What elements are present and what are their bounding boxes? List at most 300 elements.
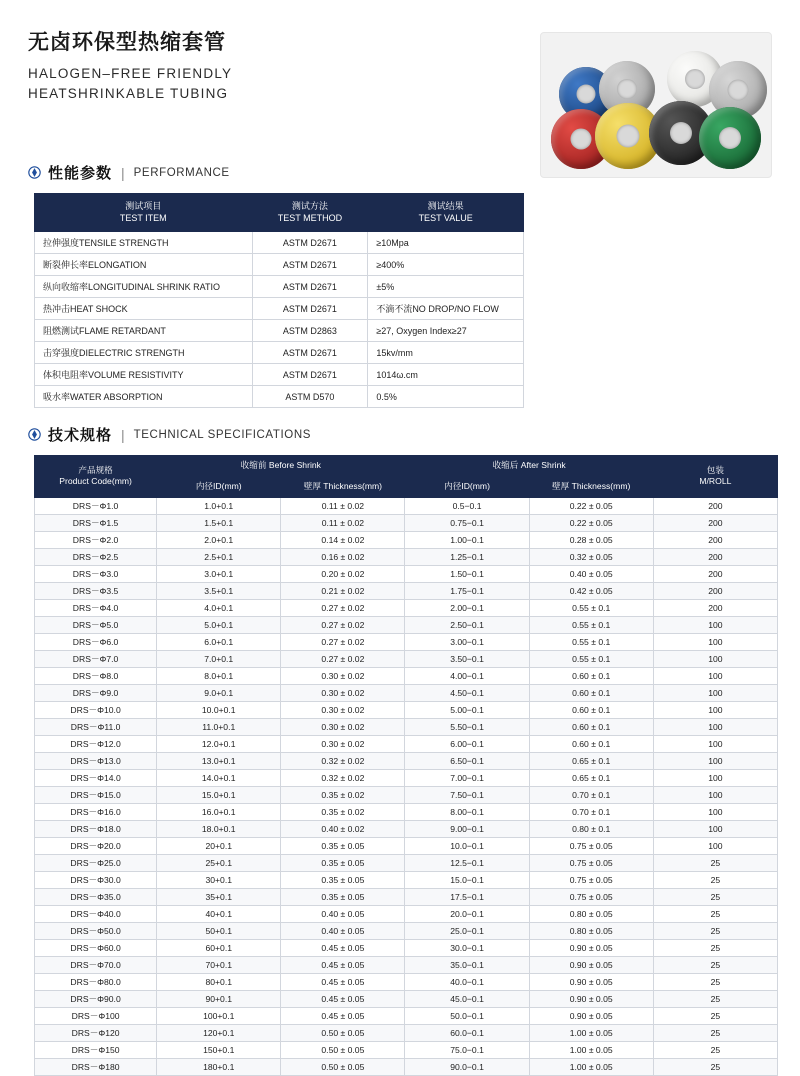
perf-value: 不滴不流NO DROP/NO FLOW [368,298,524,320]
spec-header-cn-pack: 包装 [706,464,724,475]
spec-packing: 100 [653,633,777,650]
spec-packing: 25 [653,973,777,990]
page-title-en-line1: HALOGEN–FREE FRIENDLY [28,66,233,81]
table-row [35,254,524,276]
perf-value: ≥400% [368,254,524,276]
spec-packing: 100 [653,684,777,701]
spec-before-id: 11.0+0.1 [157,718,281,735]
spec-before-thickness: 0.16 ± 0.02 [281,548,405,565]
spec-product-code: DRS－Φ100 [35,1007,157,1024]
spec-after-id: 2.00−0.1 [405,599,529,616]
spec-before-id: 10.0+0.1 [157,701,281,718]
table-row [35,276,524,298]
spec-after-thickness: 0.40 ± 0.05 [529,565,653,582]
spec-before-id: 2.5+0.1 [157,548,281,565]
table-row [35,888,778,905]
table-row [35,633,778,650]
spec-after-id: 30.0−0.1 [405,939,529,956]
spec-before-id: 9.0+0.1 [157,684,281,701]
spec-before-id: 16.0+0.1 [157,803,281,820]
spec-header-cn-before: 收缩前 [240,460,267,471]
spec-after-thickness: 0.80 ± 0.05 [529,905,653,922]
perf-item: 断裂伸长率ELONGATION [35,254,253,276]
performance-header-cn-1: 测试方法 [291,201,328,211]
spec-before-id: 25+0.1 [157,854,281,871]
spec-before-id: 6.0+0.1 [157,633,281,650]
spec-packing: 100 [653,735,777,752]
spec-after-id: 90.0−0.1 [405,1058,529,1075]
performance-header-cn-2: 测试结果 [427,201,464,211]
spec-header-cn-code: 产品规格 [78,464,113,475]
table-row [35,386,524,408]
spec-after-id: 7.00−0.1 [405,769,529,786]
section-title-cn-technical: 技术规格 [48,427,113,445]
spec-after-id: 0.5−0.1 [405,497,529,514]
spec-header-en-code: Product Code(mm) [59,476,132,487]
spec-before-id: 5.0+0.1 [157,616,281,633]
table-row [35,769,778,786]
spec-after-thickness: 0.42 ± 0.05 [529,582,653,599]
performance-header-cn-0: 测试项目 [125,201,162,211]
table-row [35,320,524,342]
spec-subheader-before-id: 内径ID(mm) [157,476,281,497]
spec-before-thickness: 0.50 ± 0.05 [281,1024,405,1041]
spec-product-code: DRS－Φ180 [35,1058,157,1075]
spec-packing: 100 [653,752,777,769]
perf-method: ASTM D2671 [252,342,368,364]
spec-after-id: 4.00−0.1 [405,667,529,684]
spec-before-thickness: 0.40 ± 0.05 [281,922,405,939]
spec-header-en-pack: M/ROLL [699,476,732,487]
spec-before-thickness: 0.30 ± 0.02 [281,735,405,752]
perf-item: 体积电阻率VOLUME RESISTIVITY [35,364,253,386]
spec-packing: 200 [653,582,777,599]
spec-before-thickness: 0.27 ± 0.02 [281,633,405,650]
spec-before-id: 14.0+0.1 [157,769,281,786]
spec-before-thickness: 0.27 ± 0.02 [281,616,405,633]
spec-packing: 200 [653,548,777,565]
spec-after-id: 8.00−0.1 [405,803,529,820]
spec-after-id: 0.75−0.1 [405,514,529,531]
spec-after-id: 3.50−0.1 [405,650,529,667]
spec-before-id: 18.0+0.1 [157,820,281,837]
spec-before-id: 100+0.1 [157,1007,281,1024]
table-row [35,497,778,514]
perf-item: 纵向收缩率LONGITUDINAL SHRINK RATIO [35,276,253,298]
spec-before-thickness: 0.45 ± 0.05 [281,939,405,956]
spec-before-id: 40+0.1 [157,905,281,922]
spec-packing: 25 [653,990,777,1007]
spec-product-code: DRS－Φ10.0 [35,701,157,718]
performance-table [34,193,524,408]
spec-after-thickness: 0.55 ± 0.1 [529,633,653,650]
spec-after-id: 7.50−0.1 [405,786,529,803]
spec-before-id: 8.0+0.1 [157,667,281,684]
spec-after-thickness: 0.22 ± 0.05 [529,514,653,531]
spec-before-thickness: 0.32 ± 0.02 [281,752,405,769]
table-row [35,820,778,837]
spec-after-id: 25.0−0.1 [405,922,529,939]
spec-before-thickness: 0.35 ± 0.02 [281,786,405,803]
spec-product-code: DRS－Φ40.0 [35,905,157,922]
perf-method: ASTM D570 [252,386,368,408]
spec-before-id: 4.0+0.1 [157,599,281,616]
spec-product-code: DRS－Φ2.0 [35,531,157,548]
table-row [35,364,524,386]
perf-method: ASTM D2671 [252,232,368,254]
spec-after-id: 1.75−0.1 [405,582,529,599]
spec-subheader-after-thickness: 壁厚 Thickness(mm) [529,476,653,497]
spec-after-thickness: 0.70 ± 0.1 [529,786,653,803]
spec-after-id: 60.0−0.1 [405,1024,529,1041]
spec-after-id: 75.0−0.1 [405,1041,529,1058]
specification-table [34,455,778,1075]
spec-after-thickness: 0.80 ± 0.1 [529,820,653,837]
spec-header-product-code [35,456,157,497]
spec-packing: 100 [653,820,777,837]
table-row [35,531,778,548]
perf-method: ASTM D2671 [252,298,368,320]
spec-after-id: 20.0−0.1 [405,905,529,922]
spec-packing: 100 [653,650,777,667]
spec-before-thickness: 0.27 ± 0.02 [281,650,405,667]
table-row [35,1024,778,1041]
spec-packing: 25 [653,922,777,939]
spec-packing: 100 [653,701,777,718]
spec-before-thickness: 0.14 ± 0.02 [281,531,405,548]
perf-value: ≥10Mpa [368,232,524,254]
spec-product-code: DRS－Φ2.5 [35,548,157,565]
spec-after-thickness: 0.32 ± 0.05 [529,548,653,565]
product-photo-inner [541,33,771,177]
spec-packing: 25 [653,1024,777,1041]
spec-after-id: 45.0−0.1 [405,990,529,1007]
table-row [35,701,778,718]
spec-product-code: DRS－Φ3.0 [35,565,157,582]
spec-header-packing [653,456,777,497]
spec-before-thickness: 0.50 ± 0.05 [281,1058,405,1075]
perf-value: ±5% [368,276,524,298]
spec-packing: 25 [653,871,777,888]
spec-before-thickness: 0.32 ± 0.02 [281,769,405,786]
spec-after-thickness: 0.60 ± 0.1 [529,718,653,735]
spec-product-code: DRS－Φ12.0 [35,735,157,752]
spec-header-before-shrink [157,456,405,477]
spec-after-id: 35.0−0.1 [405,956,529,973]
spec-after-thickness: 0.28 ± 0.05 [529,531,653,548]
spec-product-code: DRS－Φ20.0 [35,837,157,854]
performance-header-cell [252,194,368,232]
spec-before-id: 90+0.1 [157,990,281,1007]
spec-subheader-after-id: 内径ID(mm) [405,476,529,497]
perf-value: 0.5% [368,386,524,408]
spec-after-id: 2.50−0.1 [405,616,529,633]
spec-before-thickness: 0.30 ± 0.02 [281,667,405,684]
spec-before-thickness: 0.35 ± 0.05 [281,837,405,854]
table-row [35,667,778,684]
spec-after-id: 4.50−0.1 [405,684,529,701]
spec-after-id: 1.25−0.1 [405,548,529,565]
spec-after-thickness: 0.60 ± 0.1 [529,735,653,752]
spec-packing: 25 [653,1007,777,1024]
spec-packing: 100 [653,803,777,820]
specification-table-body [35,497,778,1075]
spec-after-id: 1.00−0.1 [405,531,529,548]
spec-before-thickness: 0.45 ± 0.05 [281,990,405,1007]
perf-method: ASTM D2671 [252,364,368,386]
diamond-bullet-icon [28,166,41,179]
perf-item: 吸水率WATER ABSORPTION [35,386,253,408]
specification-table-head [35,456,778,497]
spec-before-id: 20+0.1 [157,837,281,854]
table-row [35,1058,778,1075]
spec-product-code: DRS－Φ1.0 [35,497,157,514]
spec-packing: 100 [653,837,777,854]
spec-after-thickness: 0.90 ± 0.05 [529,973,653,990]
spec-product-code: DRS－Φ8.0 [35,667,157,684]
spec-packing: 200 [653,497,777,514]
spec-before-id: 13.0+0.1 [157,752,281,769]
spec-after-thickness: 0.55 ± 0.1 [529,599,653,616]
spec-before-id: 1.0+0.1 [157,497,281,514]
spec-before-thickness: 0.35 ± 0.05 [281,888,405,905]
spec-before-id: 70+0.1 [157,956,281,973]
spec-after-thickness: 0.70 ± 0.1 [529,803,653,820]
spec-product-code: DRS－Φ14.0 [35,769,157,786]
spec-product-code: DRS－Φ7.0 [35,650,157,667]
spec-packing: 25 [653,1058,777,1075]
spec-after-id: 1.50−0.1 [405,565,529,582]
perf-value: ≥27, Oxygen Index≥27 [368,320,524,342]
perf-method: ASTM D2671 [252,276,368,298]
spec-after-thickness: 0.22 ± 0.05 [529,497,653,514]
spec-before-thickness: 0.20 ± 0.02 [281,565,405,582]
table-row [35,616,778,633]
spec-after-thickness: 0.55 ± 0.1 [529,650,653,667]
spec-before-thickness: 0.40 ± 0.02 [281,820,405,837]
spec-before-thickness: 0.35 ± 0.05 [281,871,405,888]
performance-table-body [35,232,524,408]
perf-method: ASTM D2671 [252,254,368,276]
spec-after-id: 12.5−0.1 [405,854,529,871]
table-row [35,582,778,599]
perf-item: 阻燃测试FLAME RETARDANT [35,320,253,342]
spec-product-code: DRS－Φ4.0 [35,599,157,616]
spec-header-after-shrink [405,456,653,477]
perf-value: 15kv/mm [368,342,524,364]
spec-product-code: DRS－Φ15.0 [35,786,157,803]
spec-header-row-group [35,456,778,477]
spec-product-code: DRS－Φ5.0 [35,616,157,633]
spec-before-thickness: 0.35 ± 0.05 [281,854,405,871]
spec-after-thickness: 0.65 ± 0.1 [529,752,653,769]
spec-packing: 25 [653,939,777,956]
spec-before-id: 30+0.1 [157,871,281,888]
spec-packing: 25 [653,888,777,905]
spec-after-id: 5.00−0.1 [405,701,529,718]
table-row [35,298,524,320]
spec-after-thickness: 1.00 ± 0.05 [529,1024,653,1041]
spec-product-code: DRS－Φ25.0 [35,854,157,871]
spec-packing: 25 [653,854,777,871]
spec-header-en-after: After Shrink [520,460,566,471]
spec-product-code: DRS－Φ60.0 [35,939,157,956]
spec-before-id: 2.0+0.1 [157,531,281,548]
performance-header-en-0: TEST ITEM [119,212,167,223]
spec-packing: 100 [653,667,777,684]
spec-after-id: 15.0−0.1 [405,871,529,888]
spec-before-id: 60+0.1 [157,939,281,956]
page-title-en-line2: HEATSHRINKABLE TUBING [28,85,229,101]
spec-product-code: DRS－Φ70.0 [35,956,157,973]
spec-before-id: 180+0.1 [157,1058,281,1075]
performance-header-en-2: TEST VALUE [418,212,473,223]
table-row [35,565,778,582]
spec-after-thickness: 0.55 ± 0.1 [529,616,653,633]
spec-after-id: 10.0−0.1 [405,837,529,854]
spec-after-thickness: 0.60 ± 0.1 [529,684,653,701]
spec-after-thickness: 0.60 ± 0.1 [529,701,653,718]
spec-after-thickness: 0.75 ± 0.05 [529,837,653,854]
spec-before-thickness: 0.30 ± 0.02 [281,684,405,701]
perf-item: 热冲击HEAT SHOCK [35,298,253,320]
table-row [35,232,524,254]
spec-before-thickness: 0.40 ± 0.05 [281,905,405,922]
spec-after-thickness: 0.75 ± 0.05 [529,871,653,888]
table-row [35,837,778,854]
table-row [35,922,778,939]
spec-before-id: 120+0.1 [157,1024,281,1041]
spec-packing: 25 [653,956,777,973]
table-row [35,939,778,956]
spec-after-id: 50.0−0.1 [405,1007,529,1024]
spec-packing: 25 [653,905,777,922]
spec-after-id: 9.00−0.1 [405,820,529,837]
table-row [35,342,524,364]
spec-before-thickness: 0.45 ± 0.05 [281,973,405,990]
spec-packing: 200 [653,514,777,531]
spec-packing: 25 [653,1041,777,1058]
spec-after-thickness: 0.80 ± 0.05 [529,922,653,939]
spec-header-en-before: Before Shrink [268,460,321,471]
table-row [35,599,778,616]
spec-after-id: 6.50−0.1 [405,752,529,769]
spec-after-thickness: 1.00 ± 0.05 [529,1041,653,1058]
perf-item: 击穿强度DIELECTRIC STRENGTH [35,342,253,364]
spec-after-thickness: 0.65 ± 0.1 [529,769,653,786]
performance-table-head [35,194,524,232]
spec-before-thickness: 0.11 ± 0.02 [281,514,405,531]
spec-product-code: DRS－Φ50.0 [35,922,157,939]
page-title-cn: 无卤环保型热缩套管 [28,31,226,54]
spec-packing: 100 [653,616,777,633]
spec-packing: 100 [653,769,777,786]
table-row [35,803,778,820]
spec-after-thickness: 0.60 ± 0.1 [529,667,653,684]
spec-before-id: 150+0.1 [157,1041,281,1058]
spec-product-code: DRS－Φ3.5 [35,582,157,599]
spec-product-code: DRS－Φ9.0 [35,684,157,701]
table-row [35,650,778,667]
spec-product-code: DRS－Φ18.0 [35,820,157,837]
spec-before-id: 50+0.1 [157,922,281,939]
table-row [35,1007,778,1024]
section-title-en-technical: TECHNICAL SPECIFICATIONS [133,428,311,441]
spec-before-id: 1.5+0.1 [157,514,281,531]
spec-after-id: 40.0−0.1 [405,973,529,990]
spec-packing: 200 [653,599,777,616]
performance-header-cell [35,194,253,232]
spec-product-code: DRS－Φ11.0 [35,718,157,735]
spec-before-thickness: 0.11 ± 0.02 [281,497,405,514]
spec-product-code: DRS－Φ30.0 [35,871,157,888]
diamond-bullet-icon [28,428,41,441]
spec-before-thickness: 0.35 ± 0.02 [281,803,405,820]
spec-product-code: DRS－Φ6.0 [35,633,157,650]
spec-before-id: 80+0.1 [157,973,281,990]
section-title-en-performance: PERFORMANCE [133,166,230,179]
spec-before-thickness: 0.50 ± 0.05 [281,1041,405,1058]
spec-product-code: DRS－Φ16.0 [35,803,157,820]
spec-after-id: 5.50−0.1 [405,718,529,735]
spec-after-thickness: 0.90 ± 0.05 [529,956,653,973]
spec-before-id: 3.0+0.1 [157,565,281,582]
performance-header-row [35,194,524,232]
spec-before-thickness: 0.45 ± 0.05 [281,956,405,973]
spec-product-code: DRS－Φ120 [35,1024,157,1041]
spec-product-code: DRS－Φ13.0 [35,752,157,769]
spec-after-id: 3.00−0.1 [405,633,529,650]
spec-product-code: DRS－Φ150 [35,1041,157,1058]
table-row [35,854,778,871]
spec-packing: 100 [653,786,777,803]
spec-before-thickness: 0.30 ± 0.02 [281,718,405,735]
section-separator-technical: | [121,426,125,443]
table-row [35,786,778,803]
spec-after-thickness: 0.90 ± 0.05 [529,939,653,956]
table-row [35,514,778,531]
spec-before-thickness: 0.30 ± 0.02 [281,701,405,718]
spec-after-thickness: 1.00 ± 0.05 [529,1058,653,1075]
perf-method: ASTM D2863 [252,320,368,342]
spec-product-code: DRS－Φ35.0 [35,888,157,905]
spec-before-id: 7.0+0.1 [157,650,281,667]
spec-before-thickness: 0.45 ± 0.05 [281,1007,405,1024]
spec-product-code: DRS－Φ1.5 [35,514,157,531]
spec-packing: 200 [653,531,777,548]
spec-after-thickness: 0.75 ± 0.05 [529,854,653,871]
performance-header-en-1: TEST METHOD [277,212,343,223]
spec-packing: 100 [653,718,777,735]
perf-value: 1014ω.cm [368,364,524,386]
spec-before-thickness: 0.21 ± 0.02 [281,582,405,599]
table-row [35,1041,778,1058]
spec-header-cn-after: 收缩后 [492,460,519,471]
spec-product-code: DRS－Φ80.0 [35,973,157,990]
section-title-cn-performance: 性能参数 [48,165,113,182]
section-heading-technical [28,424,772,445]
table-row [35,718,778,735]
spec-after-thickness: 0.75 ± 0.05 [529,888,653,905]
spec-before-id: 35+0.1 [157,888,281,905]
spec-before-id: 15.0+0.1 [157,786,281,803]
spec-after-id: 17.5−0.1 [405,888,529,905]
perf-item: 拉伸强度TENSILE STRENGTH [35,232,253,254]
table-row [35,684,778,701]
spec-before-id: 12.0+0.1 [157,735,281,752]
spec-after-id: 6.00−0.1 [405,735,529,752]
performance-header-cell [368,194,524,232]
